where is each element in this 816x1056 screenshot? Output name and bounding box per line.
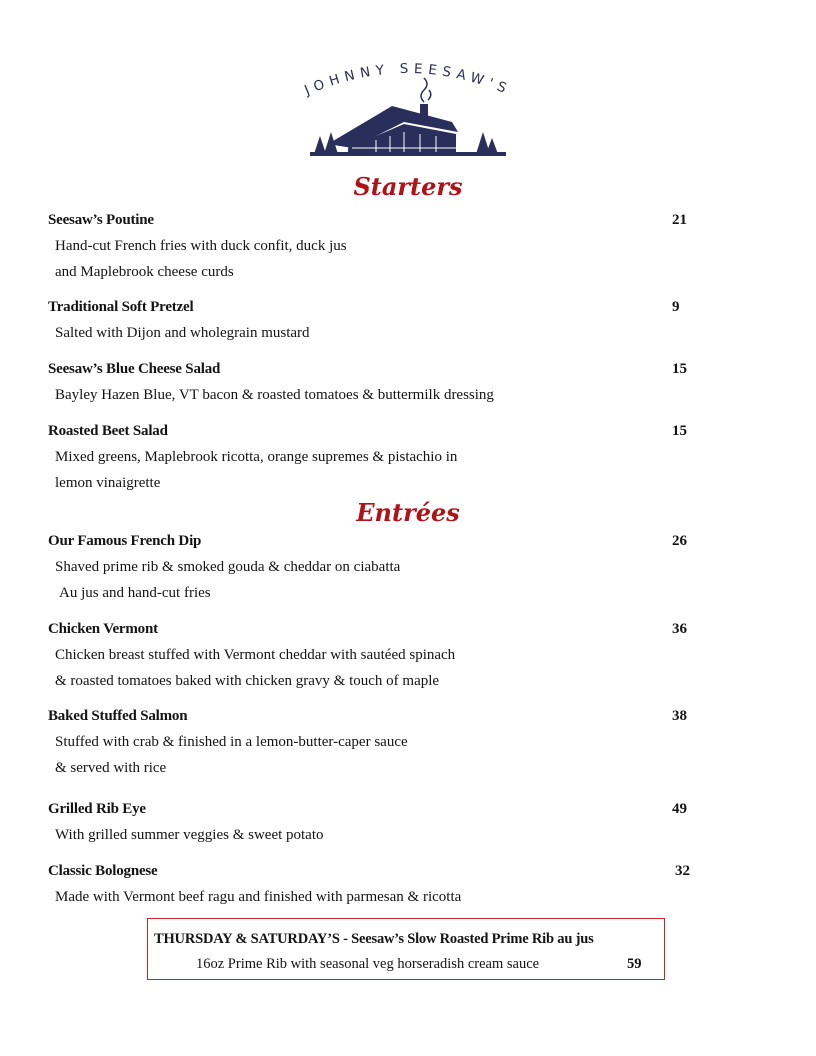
menu-item-classic-bolognese <box>48 861 698 911</box>
menu-item-grilled-rib-eye <box>48 799 698 849</box>
item-price: 26 <box>672 533 687 549</box>
item-price: 38 <box>672 708 687 724</box>
item-name: Seesaw’s Poutine <box>48 212 154 228</box>
menu-item-french-dip <box>48 531 698 606</box>
item-description: Bayley Hazen Blue, VT bacon & roasted tomatoes & buttermilk dressing <box>55 387 494 403</box>
item-price: 36 <box>672 621 687 637</box>
item-description: Mixed greens, Maplebrook ricotta, orange supremes & pistachio in lemon vinaigrette <box>55 449 458 491</box>
special-title: THURSDAY & SATURDAY’S - Seesaw’s Slow Roasted Prime Rib au jus <box>154 931 594 947</box>
item-name: Grilled Rib Eye <box>48 801 146 817</box>
item-name: Classic Bolognese <box>48 863 158 879</box>
item-description: Shaved prime rib & smoked gouda & cheddar on ciabatta Au jus and hand-cut fries <box>55 559 401 601</box>
menu-item-baked-stuffed-salmon <box>48 706 698 781</box>
item-description: Chicken breast stuffed with Vermont cheddar with sautéed spinach & roasted tomatoes baked with chicken gravy & touch of maple <box>55 647 456 689</box>
section-title-starters: Starters <box>353 172 463 201</box>
item-price: 49 <box>672 801 687 817</box>
logo-text: JOHNNY SEESAW'S <box>302 60 514 99</box>
item-name: Our Famous French Dip <box>48 533 202 549</box>
item-price: 32 <box>675 863 690 879</box>
item-description: With grilled summer veggies & sweet potato <box>55 827 324 843</box>
item-price: 15 <box>672 423 687 439</box>
item-name: Roasted Beet Salad <box>48 423 168 439</box>
item-price: 9 <box>672 299 680 315</box>
item-description: Stuffed with crab & finished in a lemon-butter-caper sauce & served with rice <box>55 734 408 776</box>
menu-item-blue-cheese-salad <box>48 359 698 409</box>
smoke-icon <box>421 78 431 102</box>
item-name: Baked Stuffed Salmon <box>48 708 188 724</box>
special-box <box>147 918 665 980</box>
menu-item-chicken-vermont <box>48 619 698 694</box>
item-price: 15 <box>672 361 687 377</box>
item-price: 21 <box>672 212 687 228</box>
special-price: 59 <box>627 956 642 972</box>
item-description: Hand-cut French fries with duck confit, duck jus and Maplebrook cheese curds <box>55 238 347 280</box>
item-name: Traditional Soft Pretzel <box>48 299 194 315</box>
section-title-entrees: Entrées <box>356 498 460 527</box>
menu-item-poutine <box>48 210 698 285</box>
special-description: 16oz Prime Rib with seasonal veg horseradish cream sauce <box>196 956 540 972</box>
item-name: Seesaw’s Blue Cheese Salad <box>48 361 221 377</box>
svg-text:JOHNNY SEESAW'S <box>301 61 513 99</box>
menu-item-soft-pretzel <box>48 297 698 347</box>
menu-item-roasted-beet-salad <box>48 421 698 496</box>
item-name: Chicken Vermont <box>48 621 158 637</box>
item-description: Made with Vermont beef ragu and finished with parmesan & ricotta <box>55 889 462 905</box>
johnny-seesaws-logo <box>280 52 536 162</box>
item-description: Salted with Dijon and wholegrain mustard <box>55 325 310 341</box>
